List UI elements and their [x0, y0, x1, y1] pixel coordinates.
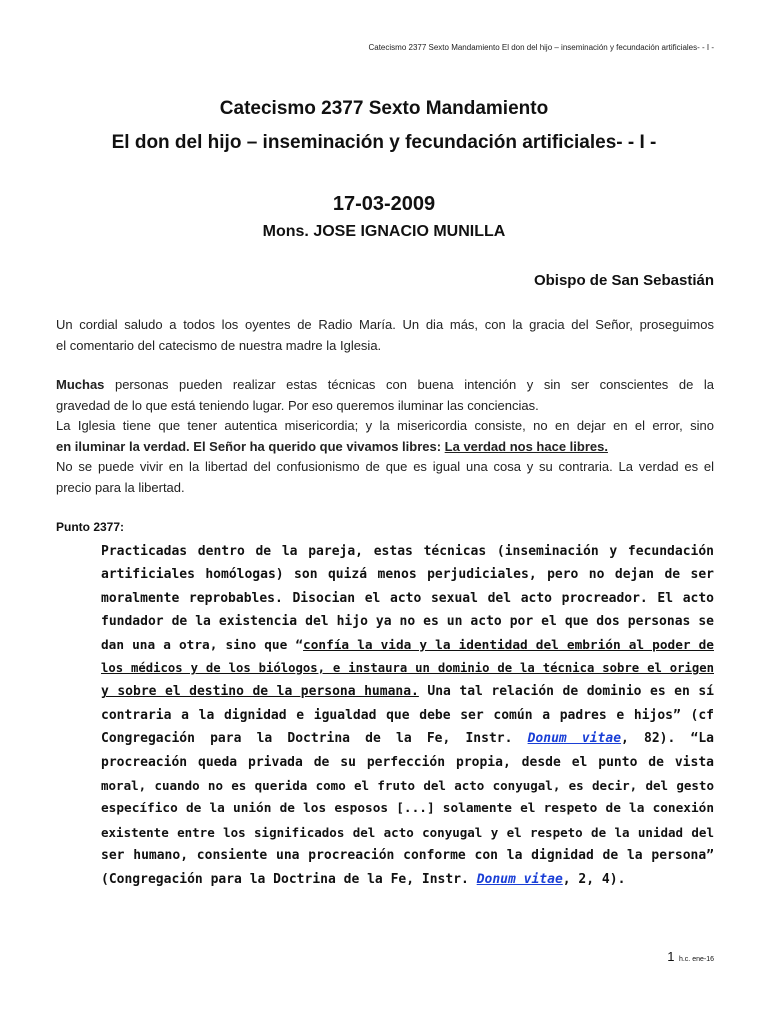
section-label: Punto 2377:: [56, 520, 125, 534]
quote-line: [101, 634, 714, 657]
quote-text: (Congregación para la Doctrina de la Fe, Instr.: [101, 871, 477, 887]
quote-line: específico de la unión de los esposos [...] solamente el respeto de la conexión: [101, 801, 714, 817]
quote-line: existente entre los significados del acto conyugal y el respeto de la unidad del: [101, 824, 714, 840]
quote-line: contraria a la dignidad e igualdad que debe ser común a padres e hijos” (cf: [101, 707, 714, 723]
document-subtitle: El don del hijo – inseminación y fecundación artificiales- - I -: [111, 132, 657, 153]
intro-paragraph: [56, 315, 714, 356]
intro-line: el comentario del catecismo de nuestra madre la Iglesia.: [56, 337, 382, 353]
quote-line: ser humano, consiente una procreación conforme con la dignidad de la persona”: [101, 848, 714, 864]
page-footer: [667, 948, 714, 966]
quote-line: artificiales homólogas) son quizá menos perjudiciales, pero no dejan de ser: [101, 567, 714, 583]
body-line: La Iglesia tiene que tener autentica misericordia; y la misericordia consiste, no en dejar en el error, sino: [56, 418, 714, 434]
body-line: [56, 375, 714, 396]
quote-line: procreación queda privada de su perfección propia, desde el punto de vista: [101, 754, 714, 770]
quote-line: moralmente reprobables. Disocian el acto sexual del acto procreador. El acto: [101, 590, 714, 606]
footer-note: h.c. ene-16: [678, 956, 714, 963]
donum-vitae-link[interactable]: Donum vitae: [476, 871, 563, 887]
running-header: Catecismo 2377 Sexto Mandamiento El don del hijo – inseminación y fecundación artificiales- - I -: [368, 43, 714, 52]
catechism-quote: [101, 540, 714, 891]
document-title: Catecismo 2377 Sexto Mandamiento: [219, 98, 549, 119]
body-line: No se puede vivir en la libertad del confusionismo de que es igual una cosa y su contraria. La verdad es el: [56, 459, 714, 475]
body-line: precio para la libertad.: [56, 479, 185, 495]
underlined-phrase: y sobre el destino de la persona humana.: [101, 684, 419, 700]
bold-text: en iluminar la verdad. El Señor ha querido que vivamos libres:: [56, 438, 445, 454]
quote-line: Practicadas dentro de la pareja, estas técnicas (inseminación y fecundación: [101, 544, 714, 559]
quote-line: [101, 727, 714, 750]
body-line: [56, 437, 714, 458]
quote-line: [101, 680, 714, 703]
bold-word: Muchas: [56, 377, 105, 392]
donum-vitae-link[interactable]: Donum vitae: [527, 731, 622, 747]
document-date: 17-03-2009: [332, 193, 436, 215]
body-line: gravedad de lo que está teniendo lugar. Por eso queremos iluminar las conciencias.: [56, 397, 539, 413]
quote-text: , 82). “La: [621, 731, 714, 747]
underlined-phrase: los médicos y de los biólogos, e instaura un dominio de la técnica sobre el origen: [101, 661, 714, 676]
quote-text: Congregación para la Doctrina de la Fe, Instr.: [101, 731, 528, 747]
quote-line: [101, 657, 714, 680]
quote-text: dan una a otra, sino que “: [101, 637, 304, 653]
intro-line: Un cordial saludo a todos los oyentes de Radio María. Un dia más, con la gracia del Señor, proseguimos: [56, 317, 714, 332]
quote-line: moral, cuando no es querida como el fruto del acto conyugal, es decir, del gesto: [101, 778, 714, 794]
author-name: Mons. JOSE IGNACIO MUNILLA: [262, 223, 506, 240]
quote-text: Una tal relación de dominio es en sí: [418, 684, 714, 700]
body-text: personas pueden realizar estas técnicas con buena intención y sin ser conscientes de la: [104, 377, 714, 392]
underlined-phrase: confía la vida y la identidad del embrión al poder de: [303, 637, 714, 653]
quote-line: fundador de la existencia del hijo ya no es un acto por el que dos personas se: [101, 614, 714, 630]
author-role: Obispo de San Sebastián: [533, 272, 714, 289]
body-paragraph: [56, 375, 714, 499]
quote-line: [101, 868, 714, 891]
underlined-phrase: La verdad nos hace libres.: [444, 438, 608, 454]
quote-text: , 2, 4).: [562, 871, 626, 887]
page-number: 1: [667, 949, 675, 964]
